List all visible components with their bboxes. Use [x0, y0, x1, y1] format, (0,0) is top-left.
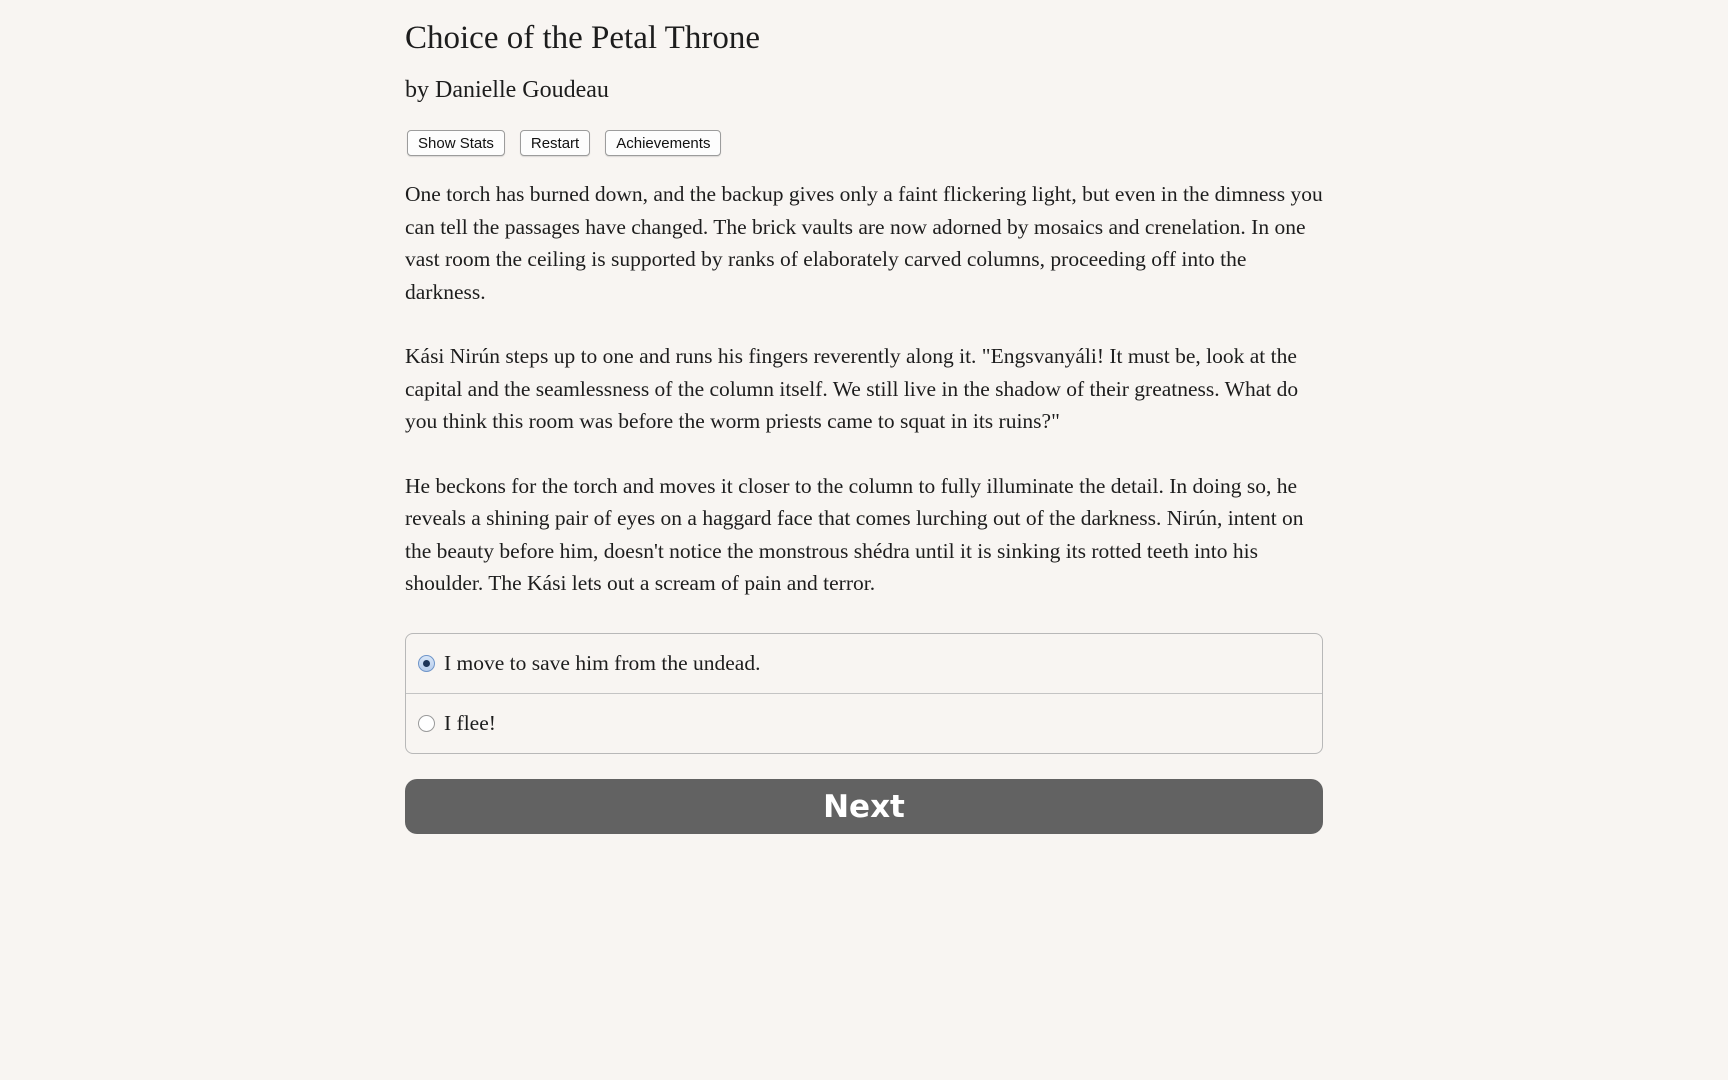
show-stats-button[interactable]: Show Stats [407, 130, 505, 156]
next-button[interactable]: Next [405, 779, 1323, 834]
radio-selected-icon[interactable] [418, 655, 435, 672]
choice-label: I move to save him from the undead. [444, 651, 761, 675]
choice-label: I flee! [444, 711, 496, 735]
game-title: Choice of the Petal Throne [405, 20, 760, 56]
restart-button[interactable]: Restart [520, 130, 590, 156]
choice-option-save[interactable] [406, 634, 1322, 693]
choice-list [405, 633, 1323, 754]
achievements-button[interactable]: Achievements [605, 130, 721, 156]
choice-option-flee[interactable] [406, 693, 1322, 753]
game-author: by Danielle Goudeau [405, 77, 609, 103]
toolbar [407, 130, 721, 156]
story-paragraph: Kási Nirún steps up to one and runs his fingers reverently along it. "Engsvanyáli! It must be, look at the capital and the seamlessness of the column itself. We still live in the shadow of their greatness. What do you think this room was before the worm priests came to squat in its ruins?" [405, 344, 1299, 433]
story-text [405, 178, 1323, 632]
radio-unselected-icon[interactable] [418, 715, 435, 732]
story-paragraph: One torch has burned down, and the backup gives only a faint flickering light, but even in the dimness you can tell the passages have changed. The brick vaults are now adorned by mosaics and crenelation. In one vast room the ceiling is supported by ranks of elaborately carved columns, proceeding off into the darkness. [405, 182, 1323, 304]
story-paragraph: He beckons for the torch and moves it closer to the column to fully illuminate the detail. In doing so, he reveals a shining pair of eyes on a haggard face that comes lurching out of the darkness. Nirún, intent on the beauty before him, doesn't notice the monstrous shédra until it is sinking its rotted teeth into his shoulder. The Kási lets out a scream of pain and terror. [405, 473, 1304, 595]
